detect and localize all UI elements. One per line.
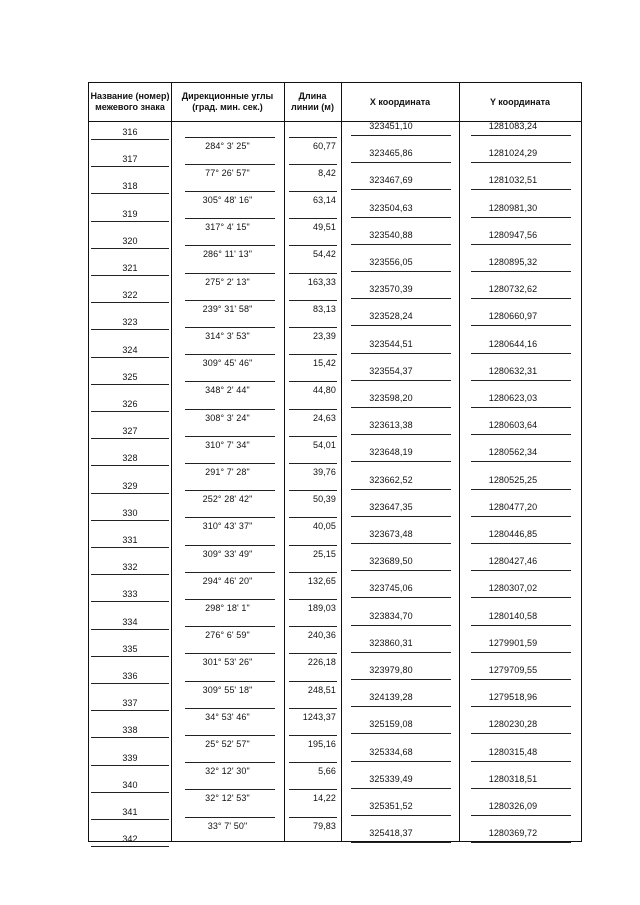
x-coordinate: 323979,80 bbox=[369, 665, 413, 675]
row-rule bbox=[185, 164, 275, 165]
point-name: 325 bbox=[122, 371, 138, 382]
point-name: 317 bbox=[122, 154, 138, 165]
y-coordinate: 1280318,51 bbox=[488, 773, 538, 784]
direction-angle: 309° 55' 18" bbox=[202, 684, 253, 695]
row-rule bbox=[471, 570, 571, 571]
row-rule bbox=[289, 463, 337, 464]
row-rule bbox=[471, 597, 571, 598]
line-length: 83,13 bbox=[312, 303, 336, 314]
y-coordinate: 1280427,46 bbox=[488, 556, 538, 567]
x-coordinate: 323554,37 bbox=[369, 365, 413, 376]
x-coordinate: 325159,08 bbox=[369, 719, 413, 730]
direction-angle: 275° 2' 13" bbox=[205, 276, 250, 287]
row-rule bbox=[471, 706, 571, 707]
row-rule bbox=[471, 461, 571, 462]
line-length: 23,39 bbox=[312, 330, 336, 341]
row-rule bbox=[185, 354, 275, 355]
row-rule bbox=[289, 381, 337, 382]
point-name: 334 bbox=[122, 616, 138, 627]
y-coordinate: 1280315,48 bbox=[488, 746, 538, 757]
y-coordinate: 1281083,24 bbox=[488, 121, 538, 131]
row-rule bbox=[185, 653, 275, 654]
row-rule bbox=[185, 409, 275, 410]
row-rule bbox=[91, 819, 169, 820]
row-rule bbox=[471, 380, 571, 381]
direction-angle: 33° 7' 50" bbox=[207, 820, 248, 831]
row-rule bbox=[91, 493, 169, 494]
direction-angle: 309° 33' 49" bbox=[202, 548, 253, 559]
row-rule bbox=[351, 652, 451, 653]
direction-angle: 34° 53' 46" bbox=[205, 711, 250, 722]
row-rule bbox=[91, 846, 169, 847]
row-rule bbox=[289, 735, 337, 736]
y-coordinate: 1280446,85 bbox=[488, 529, 538, 539]
point-name: 320 bbox=[122, 235, 138, 246]
line-length: 44,80 bbox=[312, 385, 336, 396]
line-length: 60,77 bbox=[312, 140, 336, 151]
point-name: 322 bbox=[122, 290, 138, 301]
row-rule bbox=[471, 217, 571, 218]
point-name: 319 bbox=[122, 208, 138, 219]
row-rule bbox=[351, 434, 451, 435]
row-rule bbox=[351, 135, 451, 136]
row-rule bbox=[185, 463, 275, 464]
row-rule bbox=[351, 407, 451, 408]
row-rule bbox=[471, 815, 571, 816]
x-coordinate: 323689,50 bbox=[369, 556, 413, 567]
row-rule bbox=[471, 271, 571, 272]
row-rule bbox=[185, 137, 275, 138]
row-rule bbox=[185, 245, 275, 246]
row-rule bbox=[91, 384, 169, 385]
y-coordinate: 1280562,34 bbox=[488, 447, 538, 458]
row-rule bbox=[351, 162, 451, 163]
y-coordinate: 1280632,31 bbox=[488, 365, 538, 376]
row-rule bbox=[351, 842, 451, 843]
line-length: 163,33 bbox=[307, 276, 336, 287]
row-rule bbox=[289, 218, 337, 219]
point-name: 339 bbox=[122, 752, 138, 763]
direction-angle: 32° 12' 53" bbox=[205, 793, 250, 804]
row-rule bbox=[289, 789, 337, 790]
y-coordinate: 1280660,97 bbox=[488, 311, 538, 322]
point-name: 327 bbox=[122, 426, 138, 437]
row-rule bbox=[289, 409, 337, 410]
row-rule bbox=[91, 520, 169, 521]
row-rule bbox=[351, 543, 451, 544]
y-coordinate: 1280326,09 bbox=[488, 801, 538, 811]
row-rule bbox=[185, 327, 275, 328]
row-rule bbox=[351, 597, 451, 598]
row-rule bbox=[185, 545, 275, 546]
column-divider bbox=[459, 83, 460, 841]
x-coordinate: 323451,10 bbox=[369, 121, 413, 131]
row-rule bbox=[91, 221, 169, 222]
direction-angle: 305° 48' 16" bbox=[202, 194, 253, 205]
row-rule bbox=[91, 193, 169, 194]
row-rule bbox=[471, 162, 571, 163]
row-rule bbox=[471, 407, 571, 408]
line-length: 40,05 bbox=[312, 521, 336, 532]
row-rule bbox=[185, 817, 275, 818]
header-x: Х координата bbox=[369, 96, 431, 107]
row-rule bbox=[91, 601, 169, 602]
row-rule bbox=[289, 164, 337, 165]
y-coordinate: 1279709,55 bbox=[488, 665, 538, 675]
row-rule bbox=[471, 434, 571, 435]
direction-angle: 286° 11' 13" bbox=[202, 249, 253, 260]
boundary-coordinates-table bbox=[88, 82, 582, 845]
line-length: 8,42 bbox=[318, 167, 336, 178]
y-coordinate: 1280369,72 bbox=[488, 828, 538, 839]
line-length: 240,36 bbox=[307, 630, 336, 641]
row-rule bbox=[471, 189, 571, 190]
y-coordinate: 1280477,20 bbox=[488, 501, 538, 512]
x-coordinate: 323570,39 bbox=[369, 284, 413, 295]
x-coordinate: 323745,06 bbox=[369, 583, 413, 594]
x-coordinate: 323662,52 bbox=[369, 474, 413, 485]
row-rule bbox=[91, 574, 169, 575]
direction-angle: 77° 26' 57" bbox=[205, 167, 250, 178]
point-name: 337 bbox=[122, 698, 138, 709]
row-rule bbox=[185, 708, 275, 709]
row-rule bbox=[289, 517, 337, 518]
y-coordinate: 1281032,51 bbox=[488, 175, 538, 186]
row-rule bbox=[289, 708, 337, 709]
row-rule bbox=[91, 302, 169, 303]
y-coordinate: 1280525,25 bbox=[488, 474, 538, 485]
direction-angle: 252° 28' 42" bbox=[202, 494, 253, 505]
row-rule bbox=[351, 625, 451, 626]
row-rule bbox=[289, 436, 337, 437]
row-rule bbox=[289, 245, 337, 246]
row-rule bbox=[471, 135, 571, 136]
x-coordinate: 323467,69 bbox=[369, 175, 413, 186]
point-name: 328 bbox=[122, 453, 138, 464]
y-coordinate: 1280644,16 bbox=[488, 338, 538, 349]
direction-angle: 294° 46' 20" bbox=[202, 575, 253, 586]
row-rule bbox=[185, 218, 275, 219]
line-length: 248,51 bbox=[307, 684, 336, 695]
point-name: 332 bbox=[122, 562, 138, 573]
row-rule bbox=[91, 465, 169, 466]
row-rule bbox=[351, 189, 451, 190]
row-rule bbox=[471, 516, 571, 517]
x-coordinate: 325418,37 bbox=[369, 828, 413, 839]
row-rule bbox=[289, 327, 337, 328]
row-rule bbox=[185, 191, 275, 192]
direction-angle: 301° 53' 26" bbox=[202, 657, 253, 668]
point-name: 318 bbox=[122, 181, 138, 192]
row-rule bbox=[471, 325, 571, 326]
y-coordinate: 1280981,30 bbox=[488, 202, 538, 213]
row-rule bbox=[185, 273, 275, 274]
row-rule bbox=[471, 652, 571, 653]
direction-angle: 310° 43' 37" bbox=[202, 521, 253, 532]
row-rule bbox=[351, 788, 451, 789]
line-length: 63,14 bbox=[312, 194, 336, 205]
line-length: 54,42 bbox=[312, 249, 336, 260]
y-coordinate: 1279901,59 bbox=[488, 637, 538, 648]
row-rule bbox=[289, 137, 337, 138]
row-rule bbox=[91, 357, 169, 358]
y-coordinate: 1280947,56 bbox=[488, 229, 538, 240]
row-rule bbox=[471, 489, 571, 490]
row-rule bbox=[351, 815, 451, 816]
row-rule bbox=[471, 679, 571, 680]
row-rule bbox=[91, 166, 169, 167]
x-coordinate: 323540,88 bbox=[369, 229, 413, 240]
row-rule bbox=[289, 762, 337, 763]
point-name: 316 bbox=[122, 127, 138, 137]
line-length: 79,83 bbox=[312, 820, 336, 831]
line-length: 132,65 bbox=[307, 575, 336, 586]
line-length: 14,22 bbox=[312, 793, 336, 804]
row-rule bbox=[289, 599, 337, 600]
point-name: 333 bbox=[122, 589, 138, 600]
row-rule bbox=[471, 842, 571, 843]
row-rule bbox=[351, 353, 451, 354]
x-coordinate: 323528,24 bbox=[369, 311, 413, 322]
line-length: 5,66 bbox=[318, 766, 336, 777]
row-rule bbox=[91, 139, 169, 140]
line-length: 54,01 bbox=[312, 439, 336, 450]
row-rule bbox=[289, 354, 337, 355]
row-rule bbox=[351, 217, 451, 218]
direction-angle: 308° 3' 24" bbox=[205, 412, 250, 423]
point-name: 330 bbox=[122, 507, 138, 518]
row-rule bbox=[351, 516, 451, 517]
x-coordinate: 323647,35 bbox=[369, 501, 413, 512]
row-rule bbox=[91, 629, 169, 630]
direction-angle: 314° 3' 53" bbox=[205, 330, 250, 341]
point-name: 324 bbox=[122, 344, 138, 355]
row-rule bbox=[289, 273, 337, 274]
line-length: 226,18 bbox=[307, 657, 336, 668]
point-name: 321 bbox=[122, 263, 138, 273]
row-rule bbox=[185, 789, 275, 790]
x-coordinate: 323613,38 bbox=[369, 420, 413, 431]
x-coordinate: 323860,31 bbox=[369, 637, 413, 648]
point-name: 326 bbox=[122, 399, 138, 409]
y-coordinate: 1280732,62 bbox=[488, 284, 538, 295]
point-name: 342 bbox=[122, 834, 138, 845]
row-rule bbox=[471, 788, 571, 789]
direction-angle: 276° 6' 59" bbox=[205, 630, 250, 641]
row-rule bbox=[289, 572, 337, 573]
row-rule bbox=[91, 656, 169, 657]
row-rule bbox=[289, 191, 337, 192]
direction-angle: 317° 4' 15" bbox=[205, 222, 250, 233]
line-length: 189,03 bbox=[307, 602, 336, 613]
row-rule bbox=[471, 733, 571, 734]
row-rule bbox=[91, 710, 169, 711]
x-coordinate: 323556,05 bbox=[369, 257, 413, 267]
row-rule bbox=[91, 737, 169, 738]
x-coordinate: 324139,28 bbox=[369, 692, 413, 703]
header-name: Название (номер) межевого знака bbox=[90, 91, 170, 112]
x-coordinate: 323465,86 bbox=[369, 148, 413, 159]
x-coordinate: 325334,68 bbox=[369, 746, 413, 757]
row-rule bbox=[91, 683, 169, 684]
row-rule bbox=[91, 765, 169, 766]
x-coordinate: 323673,48 bbox=[369, 529, 413, 539]
row-rule bbox=[91, 275, 169, 276]
direction-angle: 310° 7' 34" bbox=[205, 439, 250, 450]
point-name: 340 bbox=[122, 779, 138, 790]
line-length: 49,51 bbox=[312, 222, 336, 233]
row-rule bbox=[471, 353, 571, 354]
y-coordinate: 1280623,03 bbox=[488, 393, 538, 403]
row-rule bbox=[351, 761, 451, 762]
point-name: 335 bbox=[122, 643, 138, 654]
row-rule bbox=[185, 572, 275, 573]
line-length: 24,63 bbox=[312, 412, 336, 423]
row-rule bbox=[351, 271, 451, 272]
y-coordinate: 1280307,02 bbox=[488, 583, 538, 594]
direction-angle: 284° 3' 25" bbox=[205, 140, 250, 151]
row-rule bbox=[185, 599, 275, 600]
row-rule bbox=[289, 653, 337, 654]
row-rule bbox=[185, 436, 275, 437]
x-coordinate: 325339,49 bbox=[369, 773, 413, 784]
row-rule bbox=[91, 248, 169, 249]
point-name: 329 bbox=[122, 480, 138, 491]
row-rule bbox=[91, 792, 169, 793]
x-coordinate: 325351,52 bbox=[369, 801, 413, 811]
row-rule bbox=[185, 681, 275, 682]
row-rule bbox=[185, 381, 275, 382]
row-rule bbox=[185, 490, 275, 491]
row-rule bbox=[289, 681, 337, 682]
y-coordinate: 1279518,96 bbox=[488, 692, 538, 703]
header-length: Длина линии (м) bbox=[291, 91, 334, 112]
row-rule bbox=[351, 489, 451, 490]
point-name: 336 bbox=[122, 671, 138, 681]
row-rule bbox=[185, 626, 275, 627]
point-name: 331 bbox=[122, 535, 138, 545]
line-length: 195,16 bbox=[307, 738, 336, 749]
row-rule bbox=[289, 817, 337, 818]
row-rule bbox=[471, 298, 571, 299]
line-length: 39,76 bbox=[312, 466, 336, 477]
direction-angle: 239° 31' 58" bbox=[202, 303, 253, 314]
y-coordinate: 1280140,58 bbox=[488, 610, 538, 621]
row-rule bbox=[351, 325, 451, 326]
x-coordinate: 323648,19 bbox=[369, 447, 413, 458]
y-coordinate: 1280230,28 bbox=[488, 719, 538, 730]
row-rule bbox=[351, 706, 451, 707]
row-rule bbox=[289, 626, 337, 627]
direction-angle: 298° 18' 1" bbox=[205, 602, 250, 613]
row-rule bbox=[91, 438, 169, 439]
row-rule bbox=[289, 545, 337, 546]
y-coordinate: 1280603,64 bbox=[488, 420, 538, 431]
row-rule bbox=[351, 380, 451, 381]
row-rule bbox=[289, 300, 337, 301]
x-coordinate: 323544,51 bbox=[369, 338, 413, 349]
line-length: 15,42 bbox=[312, 358, 336, 369]
y-coordinate: 1280895,32 bbox=[488, 257, 538, 267]
direction-angle: 348° 2' 44" bbox=[205, 385, 250, 396]
x-coordinate: 323504,63 bbox=[369, 202, 413, 213]
header-angle: Дирекционные углы (град. мин. сек.) bbox=[181, 91, 274, 112]
row-rule bbox=[185, 735, 275, 736]
point-name: 323 bbox=[122, 317, 138, 328]
line-length: 1243,37 bbox=[302, 711, 336, 722]
row-rule bbox=[471, 625, 571, 626]
point-name: 341 bbox=[122, 807, 138, 817]
row-rule bbox=[185, 762, 275, 763]
direction-angle: 25° 52' 57" bbox=[205, 738, 250, 749]
direction-angle: 309° 45' 46" bbox=[202, 358, 253, 369]
row-rule bbox=[351, 679, 451, 680]
x-coordinate: 323834,70 bbox=[369, 610, 413, 621]
x-coordinate: 323598,20 bbox=[369, 393, 413, 403]
point-name: 338 bbox=[122, 725, 138, 736]
header-y: Y координата bbox=[489, 96, 551, 107]
direction-angle: 32° 12' 30" bbox=[205, 766, 250, 777]
row-rule bbox=[185, 517, 275, 518]
row-rule bbox=[91, 411, 169, 412]
row-rule bbox=[471, 244, 571, 245]
row-rule bbox=[351, 570, 451, 571]
direction-angle: 291° 7' 28" bbox=[205, 466, 250, 477]
row-rule bbox=[351, 461, 451, 462]
row-rule bbox=[91, 547, 169, 548]
row-rule bbox=[351, 733, 451, 734]
line-length: 25,15 bbox=[312, 548, 336, 559]
row-rule bbox=[471, 761, 571, 762]
row-rule bbox=[351, 298, 451, 299]
line-length: 50,39 bbox=[312, 494, 336, 505]
row-rule bbox=[185, 300, 275, 301]
row-rule bbox=[91, 329, 169, 330]
y-coordinate: 1281024,29 bbox=[488, 148, 538, 159]
row-rule bbox=[471, 543, 571, 544]
row-rule bbox=[289, 490, 337, 491]
row-rule bbox=[351, 244, 451, 245]
